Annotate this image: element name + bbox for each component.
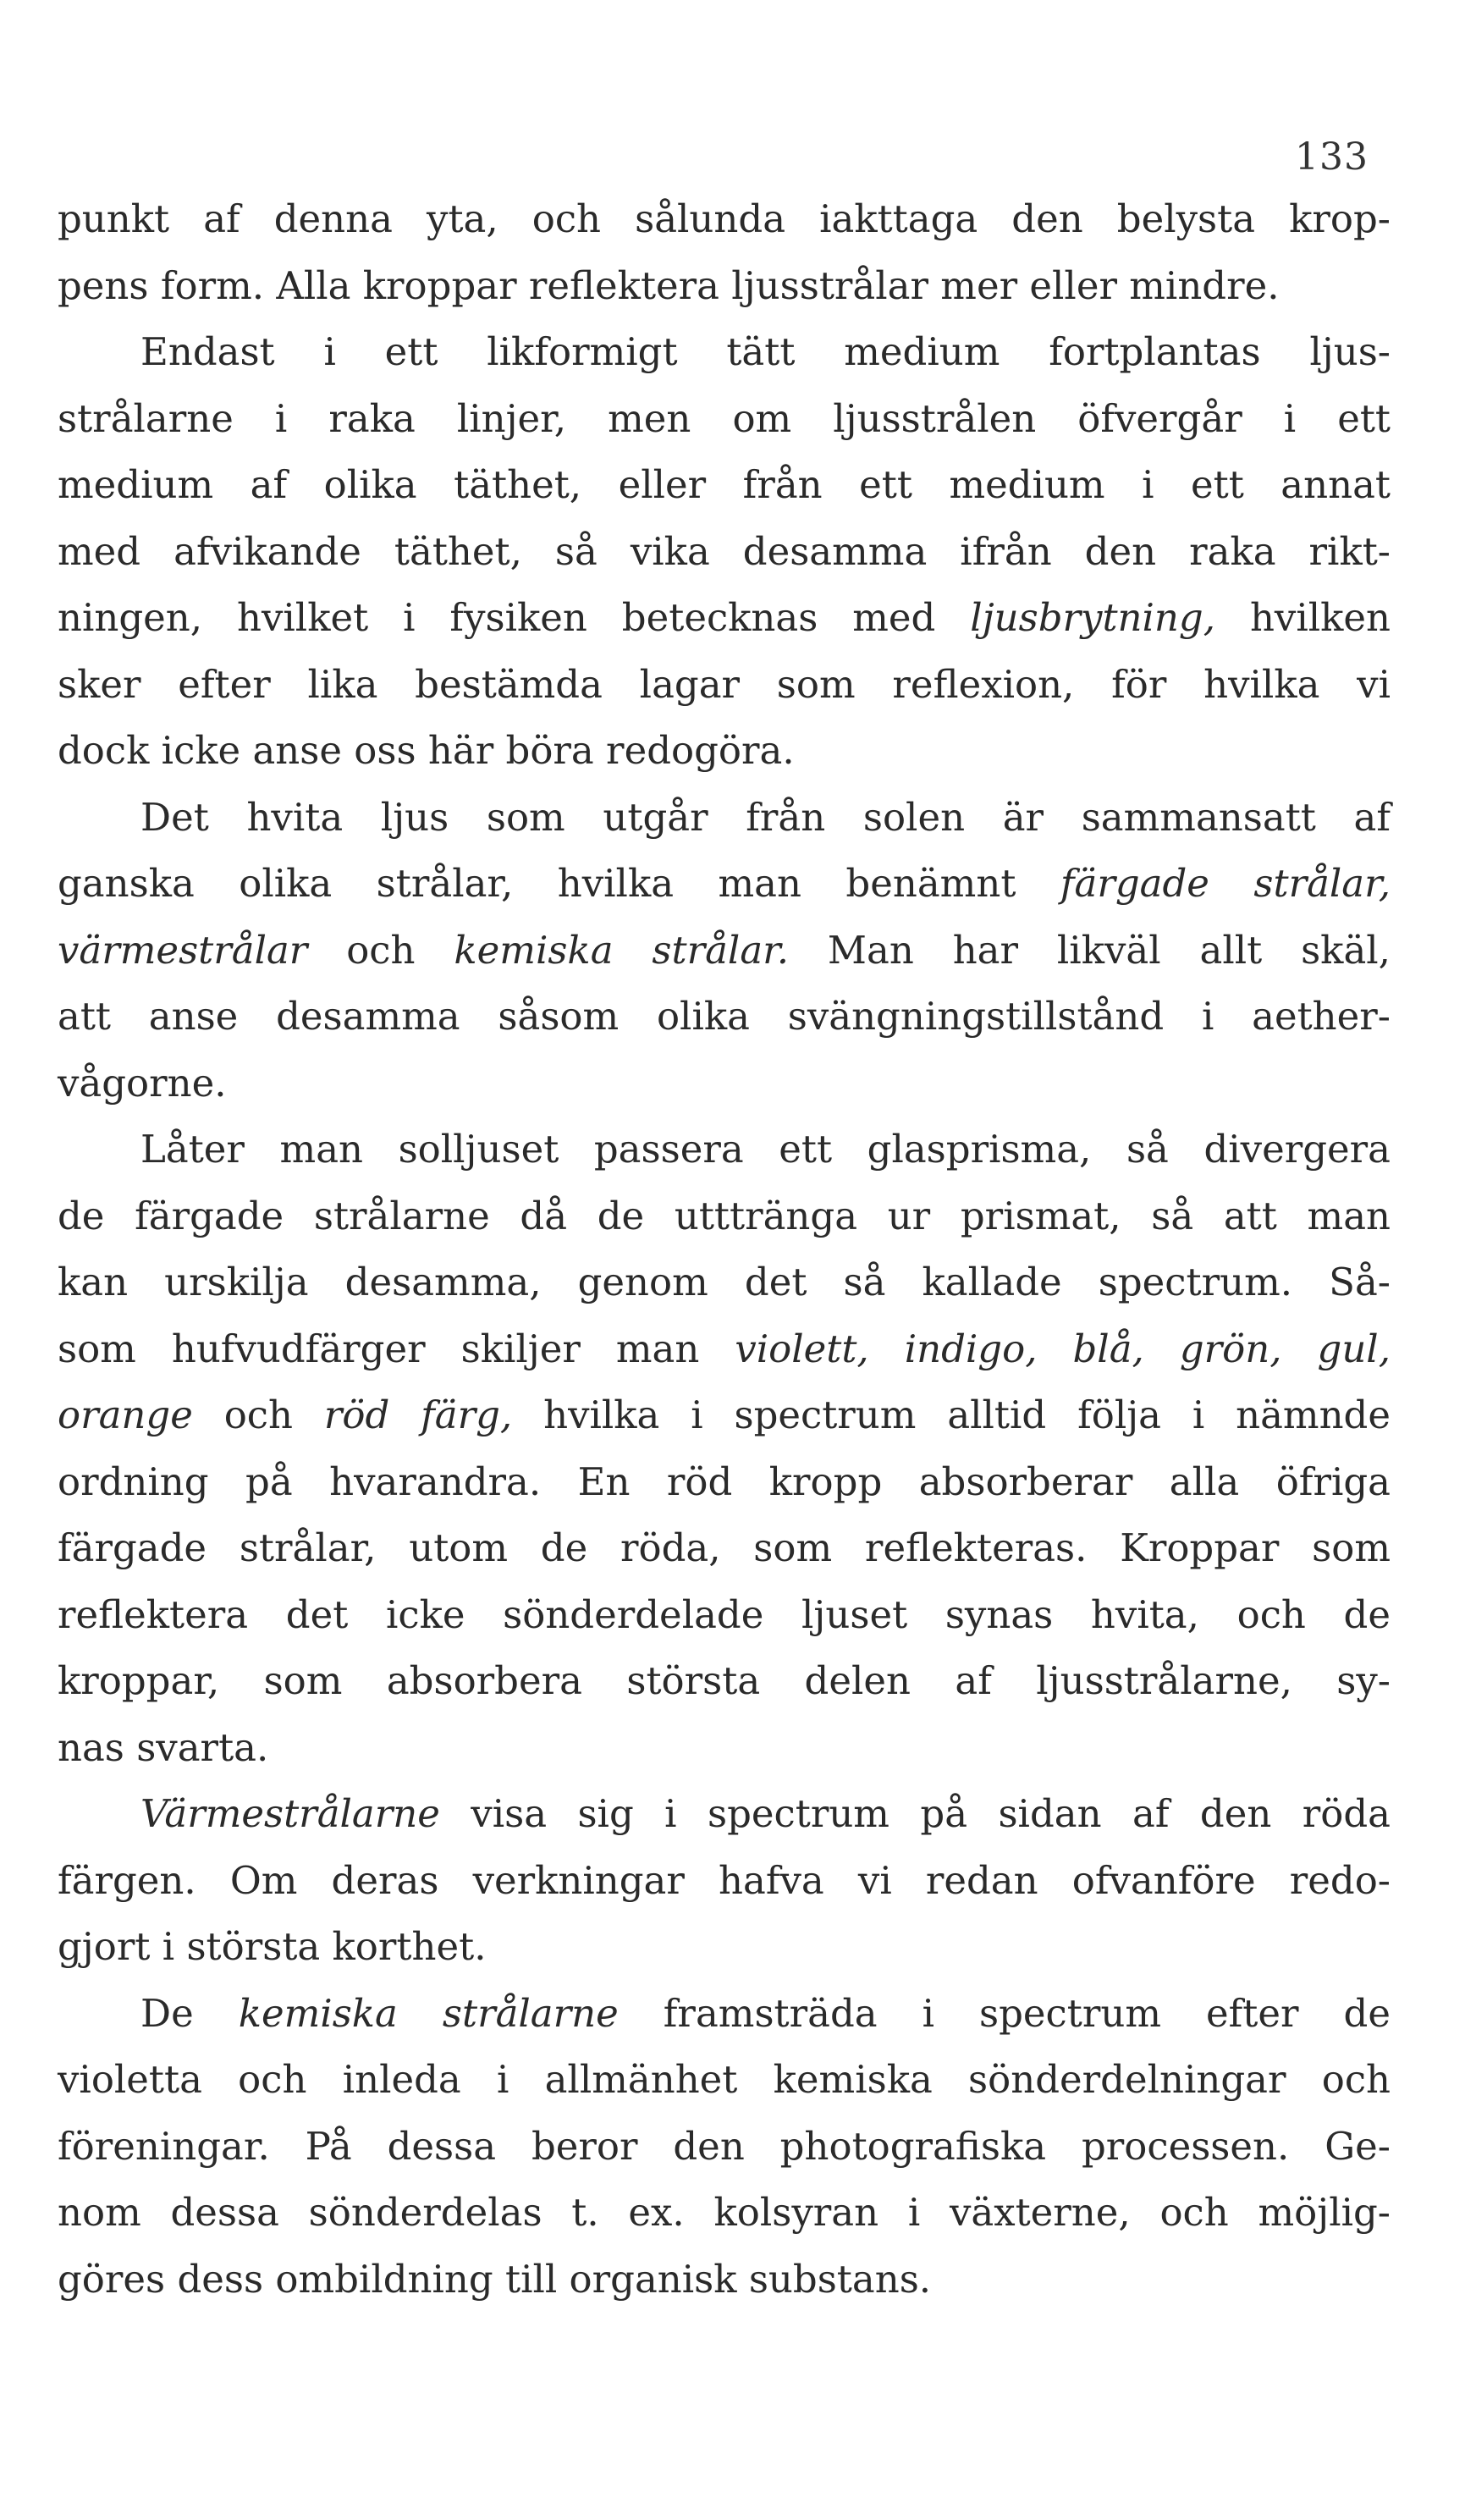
italic-text: färgade strålar,	[1060, 861, 1391, 906]
text-segment: Det hvita ljus som utgår från solen är sammansatt af	[140, 794, 1391, 840]
text-line	[58, 785, 1391, 852]
text-segment: ordning på hvarandra. En röd kropp absorberar alla öfriga	[58, 1459, 1391, 1504]
body-text	[58, 186, 1391, 2313]
text-segment: Låter man solljuset passera ett glasprisma, så divergera	[140, 1127, 1391, 1172]
text-segment: och	[192, 1392, 324, 1437]
text-line	[58, 2247, 1391, 2313]
italic-text: kemiska strålar.	[454, 927, 790, 973]
text-segment: hvilken	[1215, 595, 1391, 640]
text-segment: hvilka i spectrum alltid följa i nämnde	[512, 1392, 1391, 1437]
page-number: 133	[1295, 135, 1369, 179]
text-line	[58, 2180, 1391, 2247]
text-segment: nas svarta.	[58, 1724, 269, 1770]
text-segment: kan urskilja desamma, genom det så kallade spectrum. Så-	[58, 1260, 1391, 1304]
text-line	[58, 1249, 1391, 1316]
text-line	[58, 1117, 1391, 1183]
text-segment: ganska olika strålar, hvilka man benämnt	[58, 861, 1060, 906]
text-line	[58, 652, 1391, 719]
text-line	[58, 585, 1391, 652]
italic-text: ljusbrytning,	[970, 595, 1216, 640]
text-line	[58, 984, 1391, 1050]
text-line	[58, 1050, 1391, 1117]
text-segment: färgen. Om deras verkningar hafva vi redan ofvanföre redo-	[58, 1857, 1391, 1903]
text-segment: Man har likväl allt skäl,	[789, 927, 1391, 973]
text-line	[58, 1914, 1391, 1981]
text-line	[58, 1981, 1391, 2048]
text-segment: visa sig i spectrum på sidan af den röda	[439, 1791, 1391, 1836]
text-segment: föreningar. På dessa beror den photografiska processen. Ge-	[58, 2123, 1391, 2169]
text-segment: strålarne i raka linjer, men om ljusstrålen öfvergår i ett	[58, 395, 1391, 441]
text-line	[58, 918, 1391, 984]
text-segment: som hufvudfärger skiljer man	[58, 1326, 735, 1371]
text-segment: gjort i största korthet.	[58, 1924, 487, 1969]
text-line	[58, 186, 1391, 253]
italic-text: röd färg,	[323, 1392, 513, 1437]
text-segment: ningen, hvilket i fysiken betecknas med	[58, 595, 971, 640]
italic-text: violett, indigo,	[735, 1326, 1038, 1371]
text-line	[58, 1781, 1391, 1848]
text-line	[58, 1316, 1391, 1383]
text-segment: dock icke anse oss här böra redogöra.	[58, 728, 795, 773]
text-segment: sker efter lika bestämda lagar som reflexion, för hvilka vi	[58, 661, 1391, 707]
text-segment	[1038, 1326, 1073, 1371]
text-segment: medium af olika täthet, eller från ett medium i ett annat	[58, 462, 1391, 507]
text-line	[58, 1582, 1391, 1649]
text-line	[58, 851, 1391, 918]
italic-text: kemiska strålarne	[238, 1990, 619, 2036]
text-segment: att anse desamma såsom olika svängningstillstånd i aether-	[58, 994, 1391, 1039]
text-segment: göres dess ombildning till organisk substans.	[58, 2256, 932, 2302]
italic-text: blå, grön, gul,	[1072, 1326, 1391, 1371]
text-segment: De	[140, 1990, 239, 2036]
text-line	[58, 2114, 1391, 2181]
text-segment: nom dessa sönderdelas t. ex. kolsyran i växterne, och möjlig-	[58, 2190, 1391, 2235]
text-line	[58, 2047, 1391, 2114]
text-segment: framsträda i spectrum efter de	[618, 1990, 1391, 2036]
text-line	[58, 1183, 1391, 1250]
text-line	[58, 1515, 1391, 1582]
italic-text: orange	[58, 1392, 193, 1437]
text-line	[58, 1449, 1391, 1516]
text-line	[58, 519, 1391, 586]
text-line	[58, 1648, 1391, 1715]
text-segment: vågorne.	[58, 1060, 227, 1106]
text-line	[58, 386, 1391, 453]
text-line	[58, 1382, 1391, 1449]
text-segment: reflektera det icke sönderdelade ljuset synas hvita, och de	[58, 1591, 1391, 1637]
text-line	[58, 319, 1391, 386]
text-line	[58, 1715, 1391, 1782]
text-segment: de färgade strålarne då de utttränga ur prismat, så att man	[58, 1193, 1391, 1238]
text-segment: med afvikande täthet, så vika desamma ifrån den raka rikt-	[58, 528, 1391, 574]
text-segment: kroppar, som absorbera största delen af ljusstrålarne, sy-	[58, 1658, 1391, 1703]
text-line	[58, 1848, 1391, 1915]
text-line	[58, 253, 1391, 320]
italic-text: Värmestrålarne	[140, 1791, 440, 1836]
text-segment: punkt af denna yta, och sålunda iakttaga den belysta krop-	[58, 196, 1391, 241]
text-segment: Endast i ett likformigt tätt medium fortplantas ljus-	[140, 329, 1391, 374]
text-segment: violetta och inleda i allmänhet kemiska sönderdelningar och	[58, 2057, 1391, 2102]
text-segment: och	[307, 927, 454, 973]
text-line	[58, 718, 1391, 785]
text-line	[58, 452, 1391, 519]
text-segment: pens form. Alla kroppar reflektera ljusstrålar mer eller mindre.	[58, 262, 1280, 308]
italic-text: värmestrålar	[58, 927, 308, 973]
text-segment: färgade strålar, utom de röda, som reflekteras. Kroppar som	[58, 1525, 1391, 1570]
